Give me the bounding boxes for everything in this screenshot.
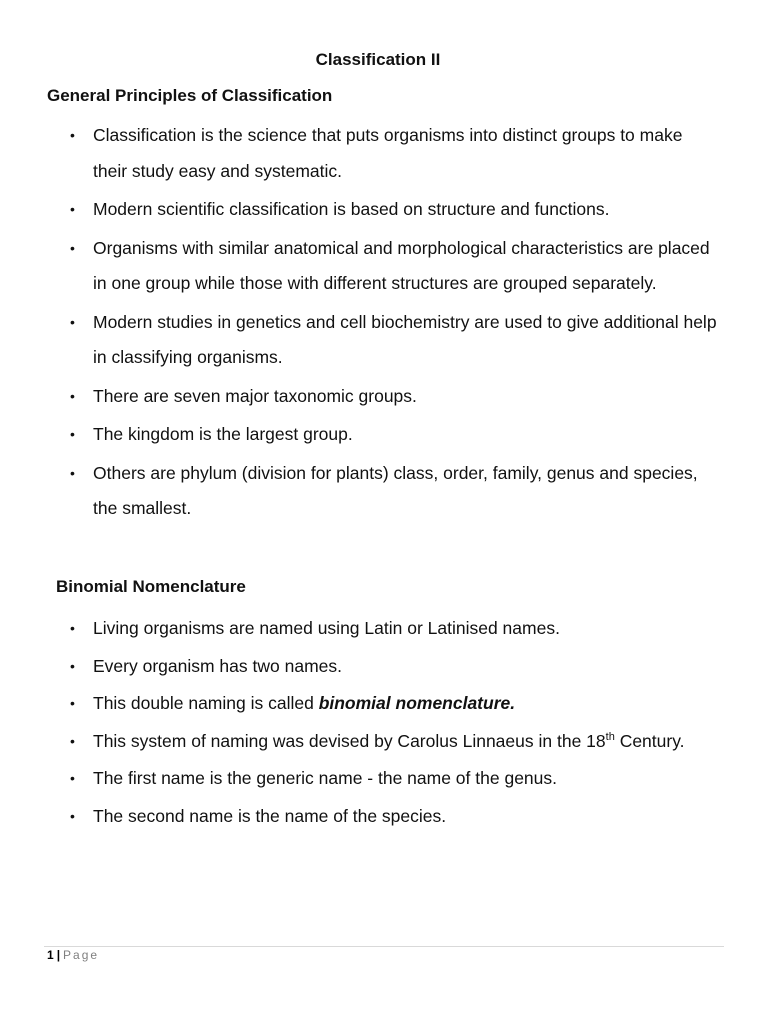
list-item: • Classification is the science that puts organisms into distinct groups to make their study easy and systematic.	[0, 118, 768, 189]
footer-divider	[44, 946, 724, 947]
bullet-icon: •	[70, 657, 75, 674]
binomial-nomenclature-list	[0, 611, 768, 836]
bullet-icon: •	[70, 426, 75, 442]
bullet-icon: •	[70, 313, 75, 330]
bullet-icon: •	[70, 695, 75, 711]
ordinal-superscript: th	[605, 730, 615, 743]
section-heading-general-principles: General Principles of Classification	[47, 86, 333, 105]
section-heading-binomial-nomenclature: Binomial Nomenclature	[56, 577, 246, 596]
list-item: • Organisms with similar anatomical and morphological characteristics are placed in one group while those with different structures are grouped separately.	[0, 231, 768, 302]
page-number: 1	[47, 948, 54, 962]
list-item: • The first name is the generic name - the name of the genus.	[0, 761, 768, 797]
list-item: • Every organism has two names.	[0, 649, 768, 685]
list-item: • Modern studies in genetics and cell biochemistry are used to give additional help in classifying organisms.	[0, 305, 768, 376]
list-item: • This system of naming was devised by Carolus Linnaeus in the 18th Century.	[0, 724, 768, 760]
emphasized-term: binomial nomenclature.	[318, 693, 516, 713]
list-item: • Others are phylum (division for plants) class, order, family, genus and species, the smallest.	[0, 456, 768, 527]
bullet-icon: •	[70, 732, 75, 749]
footer-separator: |	[56, 948, 61, 962]
list-item: • This double naming is called binomial nomenclature.	[0, 686, 768, 722]
list-item: • Modern scientific classification is based on structure and functions.	[0, 192, 768, 228]
bullet-icon: •	[70, 239, 75, 256]
general-principles-list	[0, 118, 768, 530]
bullet-icon: •	[70, 770, 75, 786]
bullet-icon: •	[70, 201, 75, 217]
page-footer	[47, 946, 99, 964]
bullet-icon: •	[70, 387, 75, 404]
page-label: Page	[63, 948, 100, 962]
bullet-icon: •	[70, 464, 75, 481]
list-item: • The second name is the name of the species.	[0, 799, 768, 835]
bullet-icon: •	[70, 620, 75, 636]
bullet-icon: •	[70, 127, 75, 143]
bullet-icon: •	[70, 807, 75, 824]
document-title: Classification II	[315, 50, 441, 69]
list-item: • Living organisms are named using Latin or Latinised names.	[0, 611, 768, 647]
list-item: • The kingdom is the largest group.	[0, 417, 768, 453]
list-item: • There are seven major taxonomic groups.	[0, 379, 768, 415]
